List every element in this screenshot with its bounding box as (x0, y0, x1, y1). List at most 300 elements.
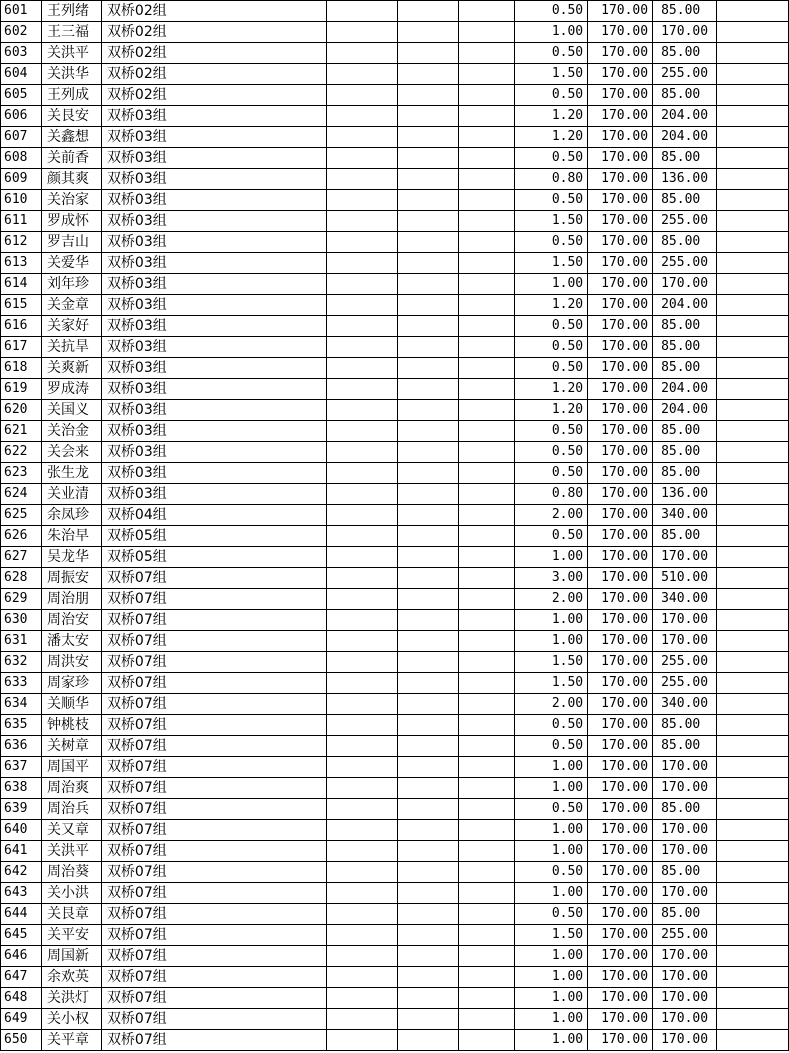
amount-cell: 85.00 (653, 43, 717, 64)
amount-cell: 170.00 (653, 547, 717, 568)
amount-cell: 255.00 (653, 253, 717, 274)
empty-cell (459, 799, 515, 820)
empty-cell (398, 589, 459, 610)
empty-cell (398, 505, 459, 526)
empty-cell (326, 652, 398, 673)
area-cell: 0.50 (515, 904, 588, 925)
group-cell: 双桥03组 (101, 106, 326, 127)
person-name-cell: 周治爽 (41, 778, 101, 799)
group-cell: 双桥03组 (101, 190, 326, 211)
unit-price-cell: 170.00 (588, 106, 653, 127)
empty-cell (459, 1009, 515, 1030)
empty-cell (326, 337, 398, 358)
unit-price-cell: 170.00 (588, 1009, 653, 1030)
amount-cell: 85.00 (653, 463, 717, 484)
empty-cell (717, 757, 789, 778)
empty-cell (717, 148, 789, 169)
empty-cell (326, 274, 398, 295)
empty-cell (326, 64, 398, 85)
person-name-cell: 周治兵 (41, 799, 101, 820)
area-cell: 1.50 (515, 253, 588, 274)
table-row (1, 736, 789, 757)
empty-cell (326, 106, 398, 127)
unit-price-cell: 170.00 (588, 568, 653, 589)
empty-cell (326, 295, 398, 316)
area-cell: 1.20 (515, 379, 588, 400)
group-cell: 双桥03组 (101, 463, 326, 484)
empty-cell (326, 757, 398, 778)
person-name-cell: 周家珍 (41, 673, 101, 694)
empty-cell (326, 421, 398, 442)
amount-cell: 170.00 (653, 757, 717, 778)
empty-cell (398, 820, 459, 841)
area-cell: 1.00 (515, 22, 588, 43)
empty-cell (398, 967, 459, 988)
empty-cell (326, 379, 398, 400)
amount-cell: 85.00 (653, 526, 717, 547)
empty-cell (459, 22, 515, 43)
row-number-cell: 620 (1, 400, 42, 421)
group-cell: 双桥07组 (101, 568, 326, 589)
empty-cell (717, 631, 789, 652)
empty-cell (326, 526, 398, 547)
person-name-cell: 刘年珍 (41, 274, 101, 295)
empty-cell (459, 652, 515, 673)
empty-cell (459, 106, 515, 127)
group-cell: 双桥03组 (101, 211, 326, 232)
row-number-cell: 602 (1, 22, 42, 43)
empty-cell (459, 316, 515, 337)
empty-cell (326, 568, 398, 589)
empty-cell (398, 883, 459, 904)
group-cell: 双桥07组 (101, 631, 326, 652)
empty-cell (717, 127, 789, 148)
group-cell: 双桥03组 (101, 400, 326, 421)
person-name-cell: 周洪安 (41, 652, 101, 673)
area-cell: 0.50 (515, 799, 588, 820)
table-row (1, 526, 789, 547)
person-name-cell: 关平安 (41, 925, 101, 946)
table-row (1, 400, 789, 421)
empty-cell (398, 694, 459, 715)
empty-cell (717, 925, 789, 946)
row-number-cell: 648 (1, 988, 42, 1009)
person-name-cell: 关树章 (41, 736, 101, 757)
empty-cell (398, 736, 459, 757)
empty-cell (717, 295, 789, 316)
group-cell: 双桥03组 (101, 148, 326, 169)
group-cell: 双桥03组 (101, 337, 326, 358)
area-cell: 0.50 (515, 232, 588, 253)
group-cell: 双桥03组 (101, 484, 326, 505)
amount-cell: 170.00 (653, 1030, 717, 1051)
empty-cell (326, 589, 398, 610)
empty-cell (717, 883, 789, 904)
empty-cell (717, 1, 789, 22)
group-cell: 双桥03组 (101, 253, 326, 274)
amount-cell: 170.00 (653, 778, 717, 799)
unit-price-cell: 170.00 (588, 274, 653, 295)
amount-cell: 136.00 (653, 484, 717, 505)
area-cell: 1.00 (515, 841, 588, 862)
empty-cell (459, 904, 515, 925)
table-row (1, 925, 789, 946)
empty-cell (459, 169, 515, 190)
person-name-cell: 余欢英 (41, 967, 101, 988)
unit-price-cell: 170.00 (588, 358, 653, 379)
area-cell: 0.50 (515, 526, 588, 547)
unit-price-cell: 170.00 (588, 43, 653, 64)
empty-cell (326, 883, 398, 904)
empty-cell (326, 484, 398, 505)
empty-cell (717, 589, 789, 610)
unit-price-cell: 170.00 (588, 610, 653, 631)
unit-price-cell: 170.00 (588, 85, 653, 106)
empty-cell (326, 715, 398, 736)
empty-cell (398, 85, 459, 106)
empty-cell (459, 610, 515, 631)
person-name-cell: 关家好 (41, 316, 101, 337)
table-row (1, 442, 789, 463)
table-row (1, 967, 789, 988)
table-row (1, 463, 789, 484)
empty-cell (398, 337, 459, 358)
unit-price-cell: 170.00 (588, 799, 653, 820)
amount-cell: 170.00 (653, 1009, 717, 1030)
group-cell: 双桥07组 (101, 946, 326, 967)
empty-cell (326, 253, 398, 274)
area-cell: 0.50 (515, 736, 588, 757)
group-cell: 双桥03组 (101, 295, 326, 316)
person-name-cell: 关治金 (41, 421, 101, 442)
empty-cell (459, 757, 515, 778)
amount-cell: 204.00 (653, 106, 717, 127)
empty-cell (717, 421, 789, 442)
empty-cell (326, 232, 398, 253)
group-cell: 双桥05组 (101, 526, 326, 547)
empty-cell (459, 673, 515, 694)
empty-cell (398, 316, 459, 337)
empty-cell (326, 820, 398, 841)
group-cell: 双桥03组 (101, 274, 326, 295)
empty-cell (459, 421, 515, 442)
row-number-cell: 631 (1, 631, 42, 652)
empty-cell (717, 337, 789, 358)
empty-cell (717, 904, 789, 925)
unit-price-cell: 170.00 (588, 841, 653, 862)
row-number-cell: 632 (1, 652, 42, 673)
group-cell: 双桥02组 (101, 64, 326, 85)
group-cell: 双桥07组 (101, 652, 326, 673)
empty-cell (398, 253, 459, 274)
group-cell: 双桥02组 (101, 22, 326, 43)
person-name-cell: 关艮安 (41, 106, 101, 127)
table-row (1, 715, 789, 736)
empty-cell (398, 1009, 459, 1030)
empty-cell (398, 904, 459, 925)
empty-cell (398, 295, 459, 316)
area-cell: 1.00 (515, 883, 588, 904)
person-name-cell: 关洪平 (41, 841, 101, 862)
empty-cell (717, 190, 789, 211)
empty-cell (459, 1, 515, 22)
empty-cell (398, 757, 459, 778)
row-number-cell: 650 (1, 1030, 42, 1051)
empty-cell (717, 694, 789, 715)
empty-cell (717, 841, 789, 862)
person-name-cell: 关前香 (41, 148, 101, 169)
row-number-cell: 604 (1, 64, 42, 85)
empty-cell (717, 379, 789, 400)
amount-cell: 170.00 (653, 274, 717, 295)
group-cell: 双桥07组 (101, 694, 326, 715)
area-cell: 1.00 (515, 778, 588, 799)
empty-cell (459, 736, 515, 757)
row-number-cell: 649 (1, 1009, 42, 1030)
row-number-cell: 626 (1, 526, 42, 547)
group-cell: 双桥07组 (101, 610, 326, 631)
unit-price-cell: 170.00 (588, 316, 653, 337)
empty-cell (398, 463, 459, 484)
row-number-cell: 646 (1, 946, 42, 967)
row-number-cell: 623 (1, 463, 42, 484)
unit-price-cell: 170.00 (588, 148, 653, 169)
empty-cell (326, 1, 398, 22)
empty-cell (717, 1009, 789, 1030)
amount-cell: 85.00 (653, 799, 717, 820)
empty-cell (717, 778, 789, 799)
amount-cell: 85.00 (653, 190, 717, 211)
row-number-cell: 612 (1, 232, 42, 253)
unit-price-cell: 170.00 (588, 379, 653, 400)
empty-cell (459, 883, 515, 904)
row-number-cell: 629 (1, 589, 42, 610)
empty-cell (398, 358, 459, 379)
amount-cell: 204.00 (653, 379, 717, 400)
area-cell: 1.00 (515, 820, 588, 841)
empty-cell (459, 547, 515, 568)
table-row (1, 64, 789, 85)
area-cell: 1.00 (515, 1009, 588, 1030)
empty-cell (717, 862, 789, 883)
person-name-cell: 关小洪 (41, 883, 101, 904)
area-cell: 1.50 (515, 652, 588, 673)
row-number-cell: 640 (1, 820, 42, 841)
empty-cell (459, 43, 515, 64)
empty-cell (398, 232, 459, 253)
person-name-cell: 关又章 (41, 820, 101, 841)
empty-cell (717, 400, 789, 421)
area-cell: 1.20 (515, 295, 588, 316)
row-number-cell: 641 (1, 841, 42, 862)
person-name-cell: 关洪平 (41, 43, 101, 64)
row-number-cell: 619 (1, 379, 42, 400)
person-name-cell: 关艮章 (41, 904, 101, 925)
unit-price-cell: 170.00 (588, 232, 653, 253)
unit-price-cell: 170.00 (588, 484, 653, 505)
group-cell: 双桥03组 (101, 316, 326, 337)
area-cell: 1.20 (515, 127, 588, 148)
empty-cell (398, 442, 459, 463)
person-name-cell: 关治家 (41, 190, 101, 211)
empty-cell (717, 463, 789, 484)
empty-cell (717, 505, 789, 526)
row-number-cell: 618 (1, 358, 42, 379)
area-cell: 1.00 (515, 631, 588, 652)
table-row (1, 589, 789, 610)
table-row (1, 799, 789, 820)
empty-cell (326, 148, 398, 169)
group-cell: 双桥07组 (101, 1009, 326, 1030)
table-row (1, 169, 789, 190)
empty-cell (398, 946, 459, 967)
table-row (1, 232, 789, 253)
amount-cell: 255.00 (653, 64, 717, 85)
person-name-cell: 潘太安 (41, 631, 101, 652)
empty-cell (326, 85, 398, 106)
area-cell: 0.50 (515, 337, 588, 358)
empty-cell (459, 862, 515, 883)
unit-price-cell: 170.00 (588, 64, 653, 85)
empty-cell (398, 1030, 459, 1051)
row-number-cell: 636 (1, 736, 42, 757)
empty-cell (326, 925, 398, 946)
area-cell: 0.50 (515, 862, 588, 883)
empty-cell (398, 673, 459, 694)
amount-cell: 170.00 (653, 967, 717, 988)
table-row (1, 358, 789, 379)
group-cell: 双桥03组 (101, 421, 326, 442)
unit-price-cell: 170.00 (588, 400, 653, 421)
table-row (1, 841, 789, 862)
person-name-cell: 关洪华 (41, 64, 101, 85)
amount-cell: 85.00 (653, 715, 717, 736)
empty-cell (459, 568, 515, 589)
amount-cell: 170.00 (653, 820, 717, 841)
row-number-cell: 608 (1, 148, 42, 169)
unit-price-cell: 170.00 (588, 505, 653, 526)
row-number-cell: 609 (1, 169, 42, 190)
person-name-cell: 周治安 (41, 610, 101, 631)
amount-cell: 255.00 (653, 925, 717, 946)
area-cell: 0.50 (515, 463, 588, 484)
unit-price-cell: 170.00 (588, 925, 653, 946)
empty-cell (717, 22, 789, 43)
person-name-cell: 关鑫想 (41, 127, 101, 148)
amount-cell: 85.00 (653, 862, 717, 883)
empty-cell (459, 295, 515, 316)
amount-cell: 255.00 (653, 652, 717, 673)
row-number-cell: 621 (1, 421, 42, 442)
unit-price-cell: 170.00 (588, 883, 653, 904)
group-cell: 双桥07组 (101, 778, 326, 799)
empty-cell (398, 652, 459, 673)
empty-cell (459, 841, 515, 862)
empty-cell (398, 631, 459, 652)
area-cell: 0.50 (515, 442, 588, 463)
empty-cell (459, 505, 515, 526)
area-cell: 0.50 (515, 1, 588, 22)
empty-cell (326, 505, 398, 526)
empty-cell (459, 337, 515, 358)
person-name-cell: 关平章 (41, 1030, 101, 1051)
row-number-cell: 637 (1, 757, 42, 778)
empty-cell (717, 988, 789, 1009)
empty-cell (459, 484, 515, 505)
unit-price-cell: 170.00 (588, 820, 653, 841)
table-row (1, 127, 789, 148)
empty-cell (717, 967, 789, 988)
table-row (1, 421, 789, 442)
empty-cell (326, 442, 398, 463)
table-row (1, 295, 789, 316)
empty-cell (717, 484, 789, 505)
area-cell: 1.50 (515, 673, 588, 694)
empty-cell (398, 568, 459, 589)
person-name-cell: 钟桃枝 (41, 715, 101, 736)
table-row (1, 652, 789, 673)
person-name-cell: 关国义 (41, 400, 101, 421)
empty-cell (717, 1030, 789, 1051)
group-cell: 双桥02组 (101, 85, 326, 106)
unit-price-cell: 170.00 (588, 862, 653, 883)
unit-price-cell: 170.00 (588, 631, 653, 652)
area-cell: 0.50 (515, 43, 588, 64)
row-number-cell: 603 (1, 43, 42, 64)
row-number-cell: 622 (1, 442, 42, 463)
amount-cell: 85.00 (653, 736, 717, 757)
row-number-cell: 613 (1, 253, 42, 274)
empty-cell (398, 400, 459, 421)
area-cell: 2.00 (515, 505, 588, 526)
empty-cell (326, 169, 398, 190)
empty-cell (398, 211, 459, 232)
empty-cell (398, 484, 459, 505)
unit-price-cell: 170.00 (588, 904, 653, 925)
table-row (1, 1030, 789, 1051)
empty-cell (459, 694, 515, 715)
area-cell: 0.50 (515, 148, 588, 169)
empty-cell (459, 820, 515, 841)
person-name-cell: 王列绪 (41, 1, 101, 22)
empty-cell (717, 106, 789, 127)
group-cell: 双桥07组 (101, 862, 326, 883)
area-cell: 1.00 (515, 547, 588, 568)
empty-cell (459, 85, 515, 106)
person-name-cell: 罗成怀 (41, 211, 101, 232)
unit-price-cell: 170.00 (588, 778, 653, 799)
unit-price-cell: 170.00 (588, 715, 653, 736)
empty-cell (459, 988, 515, 1009)
group-cell: 双桥05组 (101, 547, 326, 568)
empty-cell (398, 862, 459, 883)
table-row (1, 946, 789, 967)
empty-cell (326, 694, 398, 715)
amount-cell: 85.00 (653, 232, 717, 253)
table-row (1, 148, 789, 169)
unit-price-cell: 170.00 (588, 757, 653, 778)
empty-cell (717, 211, 789, 232)
row-number-cell: 616 (1, 316, 42, 337)
person-name-cell: 关金章 (41, 295, 101, 316)
amount-cell: 204.00 (653, 127, 717, 148)
empty-cell (398, 22, 459, 43)
group-cell: 双桥04组 (101, 505, 326, 526)
empty-cell (326, 358, 398, 379)
empty-cell (326, 841, 398, 862)
table-row (1, 379, 789, 400)
area-cell: 1.00 (515, 274, 588, 295)
